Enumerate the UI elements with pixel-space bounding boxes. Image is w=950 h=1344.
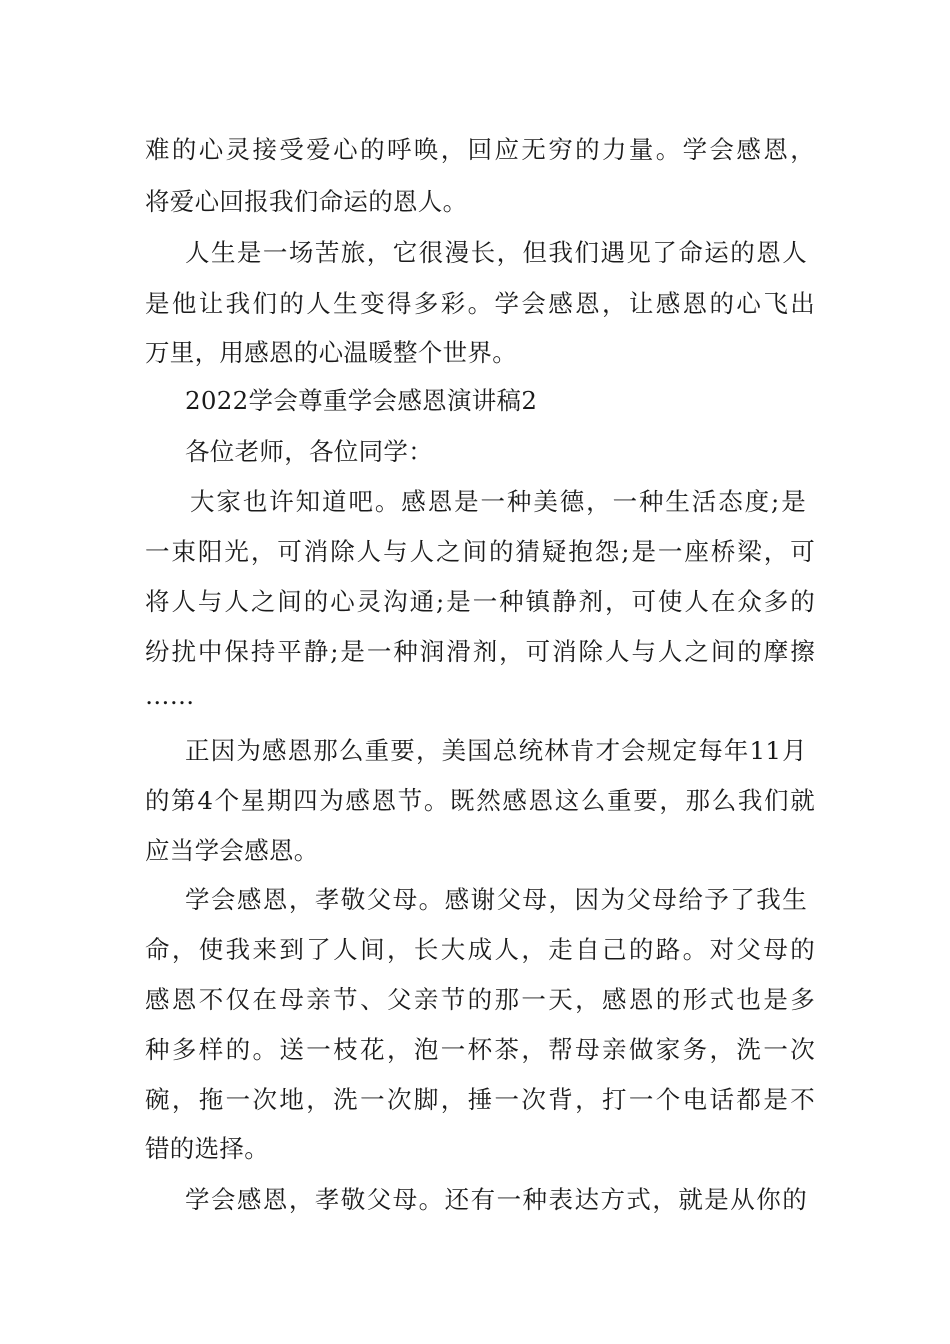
salutation: 各位老师，各位同学： bbox=[185, 437, 433, 466]
text-line: 正因为感恩那么重要，美国总统林肯才会规定每年11月 bbox=[185, 736, 807, 765]
text-line: 一束阳光，可消除人与人之间的猜疑抱怨;是一座桥梁，可 bbox=[145, 537, 815, 566]
text-line: …… bbox=[145, 681, 195, 710]
section-heading: 2022学会尊重学会感恩演讲稿2 bbox=[185, 386, 538, 415]
text-line: 是他让我们的人生变得多彩。学会感恩，让感恩的心飞出 bbox=[145, 289, 815, 318]
text-line: 错的选择。 bbox=[145, 1134, 269, 1163]
text-line: 大家也许知道吧。感恩是一种美德，一种生活态度;是 bbox=[190, 487, 806, 516]
text-line: 命，使我来到了人间，长大成人，走自己的路。对父母的 bbox=[145, 935, 815, 964]
text-line: 应当学会感恩。 bbox=[145, 836, 319, 865]
text-line: 将爱心回报我们命运的恩人。 bbox=[145, 187, 468, 216]
text-line: 人生是一场苦旅，它很漫长，但我们遇见了命运的恩人 bbox=[185, 238, 807, 267]
text-line: 难的心灵接受爱心的呼唤，回应无穷的力量。学会感恩， bbox=[145, 135, 815, 164]
text-line: 万里，用感恩的心温暖整个世界。 bbox=[145, 338, 517, 367]
text-line: 学会感恩，孝敬父母。感谢父母，因为父母给予了我生 bbox=[185, 885, 807, 914]
text-line: 纷扰中保持平静;是一种润滑剂，可消除人与人之间的摩擦 bbox=[145, 637, 815, 666]
text-line: 感恩不仅在母亲节、父亲节的那一天，感恩的形式也是多 bbox=[145, 985, 815, 1014]
text-line: 学会感恩，孝敬父母。还有一种表达方式，就是从你的 bbox=[185, 1185, 807, 1214]
text-line: 碗，拖一次地，洗一次脚，捶一次背，打一个电话都是不 bbox=[145, 1085, 815, 1114]
text-line: 的第4个星期四为感恩节。既然感恩这么重要，那么我们就 bbox=[145, 786, 815, 815]
text-line: 种多样的。送一枝花，泡一杯茶，帮母亲做家务，洗一次 bbox=[145, 1035, 815, 1064]
text-line: 将人与人之间的心灵沟通;是一种镇静剂，可使人在众多的 bbox=[145, 587, 815, 616]
